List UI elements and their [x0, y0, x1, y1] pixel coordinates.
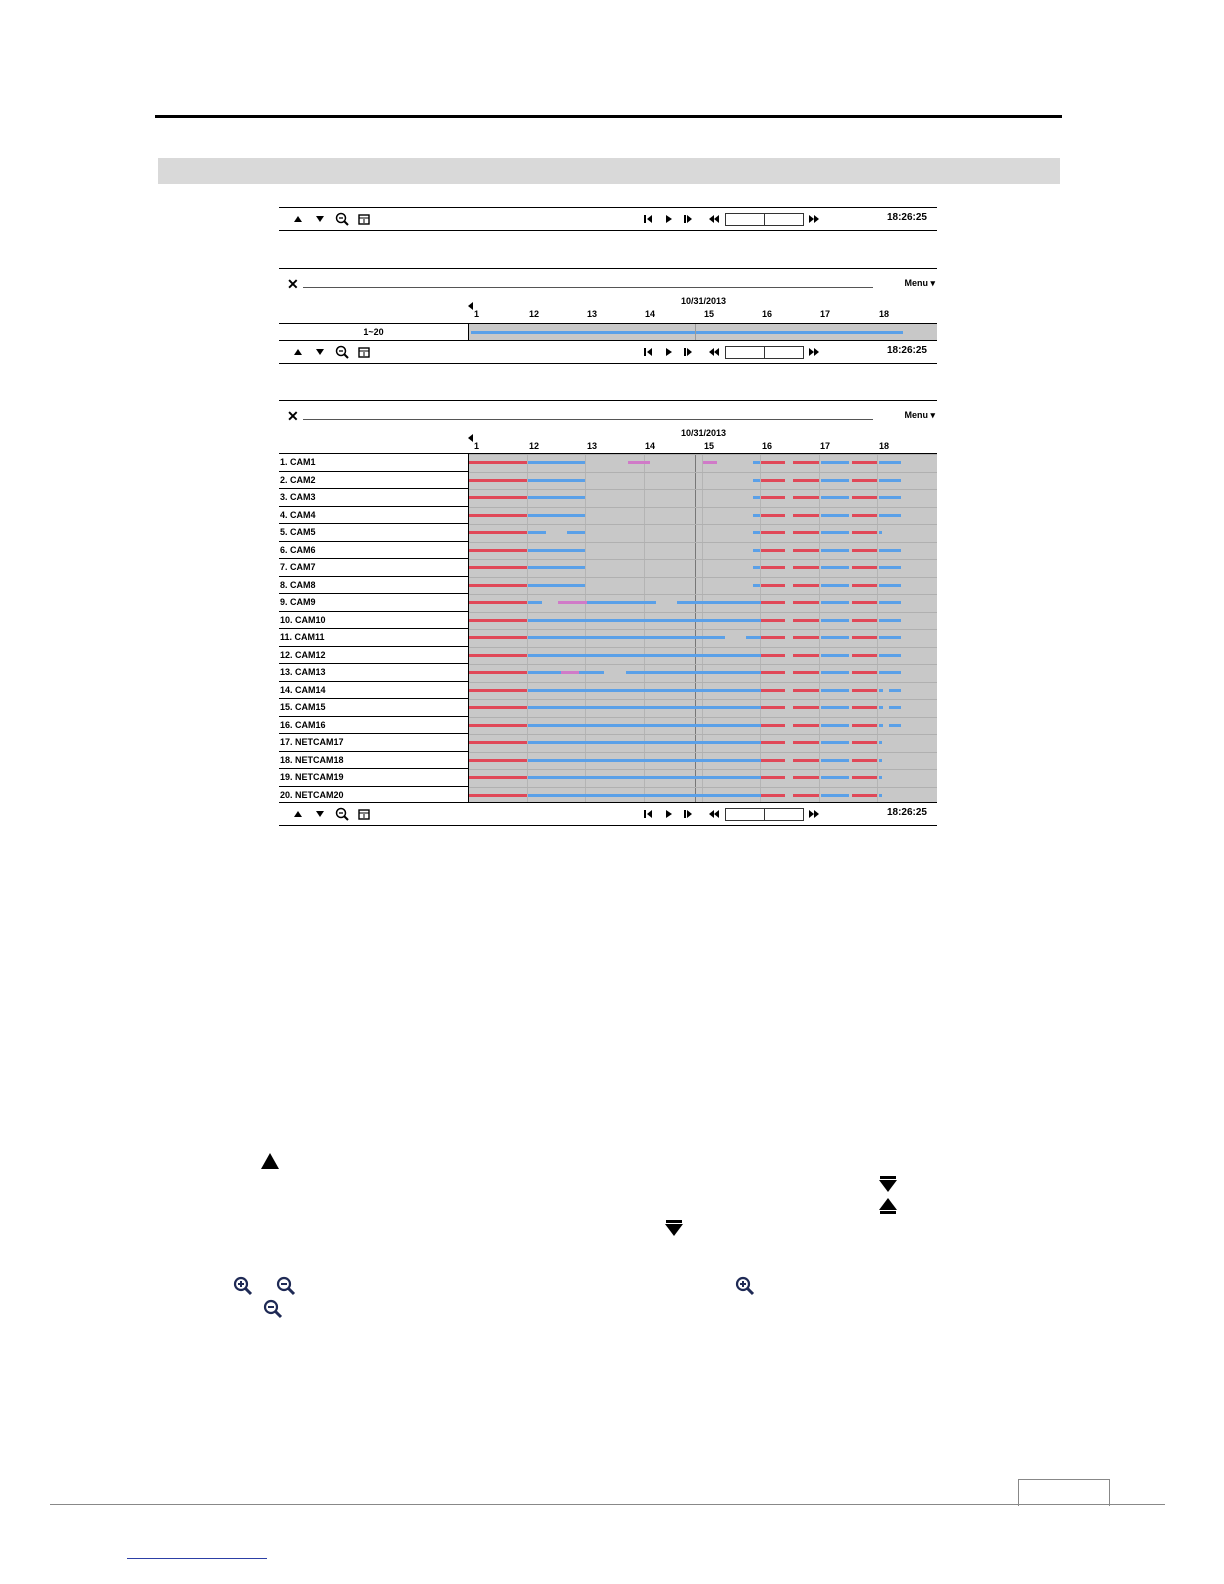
next-frame-icon[interactable] [681, 345, 695, 359]
recording-bar [879, 549, 901, 552]
row-divider [469, 699, 937, 700]
recording-bar [879, 479, 901, 482]
section-heading-band [158, 158, 1060, 184]
hour-tick-label: 14 [645, 309, 656, 319]
recording-bar [852, 741, 877, 744]
camera-label[interactable]: 1. CAM1 [279, 453, 469, 471]
recording-bar [761, 671, 785, 674]
recording-bar [821, 531, 849, 534]
down-triangle-icon [664, 1219, 684, 1237]
recording-bar [528, 479, 585, 482]
rewind-icon[interactable] [707, 212, 721, 226]
camera-label[interactable]: 12. CAM12 [279, 646, 469, 664]
recording-bar [793, 531, 819, 534]
recording-bar [852, 759, 877, 762]
recording-bar [469, 531, 527, 534]
recording-bar [469, 654, 527, 657]
recording-bar [821, 794, 849, 797]
recording-bar [528, 531, 546, 534]
fast-forward-icon[interactable] [807, 807, 821, 821]
recording-bar [469, 776, 527, 779]
recording-bar [879, 794, 882, 797]
recording-bar [469, 741, 527, 744]
date-label: 10/31/2013 [681, 428, 727, 438]
camera-label[interactable]: 6. CAM6 [279, 541, 469, 559]
row-divider [469, 524, 937, 525]
slider-thumb[interactable] [764, 213, 765, 226]
recording-bar [753, 496, 760, 499]
page-number-tab [1018, 1479, 1110, 1506]
recording-bar [821, 636, 849, 639]
recording-bar [852, 496, 877, 499]
row-divider [469, 647, 937, 648]
recording-bar [793, 479, 819, 482]
recording-bar [761, 619, 785, 622]
recording-bar [761, 461, 785, 464]
hour-tick-label: 13 [587, 309, 598, 319]
row-divider [469, 489, 937, 490]
recording-bar [528, 706, 761, 709]
recording-bar [753, 531, 760, 534]
recording-bar [821, 741, 849, 744]
recording-bar [852, 671, 877, 674]
recording-bar [793, 549, 819, 552]
hour-tick-label: 15 [704, 441, 715, 451]
recording-bar [528, 566, 585, 569]
date-label: 10/31/2013 [681, 296, 727, 306]
recording-bar [761, 636, 785, 639]
camera-label[interactable]: 10. CAM10 [279, 611, 469, 629]
recording-bar [879, 776, 882, 779]
camera-label[interactable]: 18. NETCAM18 [279, 751, 469, 769]
recording-bar [703, 461, 717, 464]
recording-bar [821, 619, 849, 622]
title-divider [303, 287, 873, 288]
row-divider [469, 734, 937, 735]
recording-bar [528, 654, 761, 657]
camera-label[interactable]: 19. NETCAM19 [279, 768, 469, 786]
hour-tick-label: 1 [474, 309, 480, 319]
group-timeline-track[interactable] [469, 323, 937, 341]
recording-bar [879, 706, 883, 709]
hour-tick-label: 12 [529, 441, 540, 451]
fast-forward-icon[interactable] [807, 212, 821, 226]
recording-bar [793, 636, 819, 639]
recording-bar [852, 724, 877, 727]
recording-bar [821, 601, 849, 604]
play-icon[interactable] [662, 807, 676, 821]
recording-bar [528, 514, 585, 517]
recording-bar [469, 636, 527, 639]
recording-bar [528, 619, 761, 622]
calendar-icon[interactable] [357, 345, 371, 359]
row-divider [469, 682, 937, 683]
down-arrow-icon[interactable] [313, 212, 327, 226]
recording-bar [761, 479, 785, 482]
row-divider [469, 454, 937, 455]
row-divider [469, 559, 937, 560]
camera-label[interactable]: 3. CAM3 [279, 488, 469, 506]
recording-bar [561, 671, 579, 674]
row-divider [469, 629, 937, 630]
recording-bar [469, 724, 527, 727]
clock-readout: 18:26:25 [886, 212, 927, 223]
recording-bar [793, 776, 819, 779]
recording-bar [852, 531, 877, 534]
recording-bar [852, 706, 877, 709]
timeline-toolbar-panel-1 [279, 207, 937, 231]
recording-bar [626, 671, 761, 674]
play-icon[interactable] [662, 212, 676, 226]
hour-tick-label: 17 [820, 441, 831, 451]
footer-rule [50, 1504, 1165, 1505]
recording-bar [761, 531, 785, 534]
recording-bar [528, 601, 542, 604]
recording-bar [793, 496, 819, 499]
calendar-icon[interactable] [357, 807, 371, 821]
row-divider [469, 542, 937, 543]
recording-bar [761, 706, 785, 709]
down-triangle-icon [878, 1175, 898, 1193]
camera-label[interactable]: 13. CAM13 [279, 663, 469, 681]
recording-bar [469, 549, 527, 552]
row-divider [469, 472, 937, 473]
recording-bar [821, 671, 849, 674]
hour-tick-label: 1 [474, 441, 480, 451]
recording-bar [469, 566, 527, 569]
playback-speed-slider[interactable] [725, 808, 804, 821]
hour-tick-label: 18 [879, 441, 890, 451]
hour-tick-label: 15 [704, 309, 715, 319]
recording-bar [852, 549, 877, 552]
recording-bar [469, 794, 527, 797]
recording-bar [793, 759, 819, 762]
play-icon[interactable] [662, 345, 676, 359]
row-divider [469, 787, 937, 788]
recording-bar [471, 331, 903, 334]
recording-bar [761, 654, 785, 657]
recording-bar [753, 549, 760, 552]
recording-bar [821, 479, 849, 482]
camera-label[interactable]: 2. CAM2 [279, 471, 469, 489]
recording-bar [852, 689, 877, 692]
recording-bar [628, 461, 650, 464]
recording-bar [821, 706, 849, 709]
recording-bar [753, 461, 760, 464]
hour-tick-label: 16 [762, 441, 773, 451]
slider-thumb[interactable] [764, 346, 765, 359]
recording-bar [469, 759, 527, 762]
recording-bar [793, 654, 819, 657]
zoom-in-icon [233, 1276, 253, 1296]
recording-bar [852, 776, 877, 779]
zoom-out-icon[interactable] [335, 212, 349, 226]
recording-bar [793, 514, 819, 517]
recording-bar [879, 759, 882, 762]
recording-bar [852, 479, 877, 482]
recording-bar [469, 514, 527, 517]
row-divider [469, 612, 937, 613]
next-frame-icon[interactable] [681, 807, 695, 821]
header-rule [155, 115, 1062, 118]
row-divider [469, 769, 937, 770]
recording-bar [761, 601, 785, 604]
group-label: 1~20 [279, 323, 469, 340]
recording-bar [821, 724, 849, 727]
recording-bar [879, 531, 882, 534]
row-divider [469, 577, 937, 578]
camera-label[interactable]: 20. NETCAM20 [279, 786, 469, 804]
timeline-panel-grouped [279, 268, 937, 363]
hour-tick-label: 18 [879, 309, 890, 319]
recording-bar [761, 496, 785, 499]
recording-bar [879, 741, 882, 744]
timeline-header [279, 400, 937, 454]
camera-label[interactable]: 5. CAM5 [279, 523, 469, 541]
hour-tick-label: 17 [820, 309, 831, 319]
prev-frame-icon[interactable] [641, 807, 655, 821]
title-divider [303, 419, 873, 420]
recording-bar [879, 461, 901, 464]
recording-bar [879, 566, 901, 569]
recording-bar [469, 671, 527, 674]
zoom-out-icon[interactable] [335, 345, 349, 359]
row-divider [469, 507, 937, 508]
hour-tick-label: 16 [762, 309, 773, 319]
recording-bar [469, 584, 527, 587]
camera-label[interactable]: 7. CAM7 [279, 558, 469, 576]
recording-bar [528, 776, 761, 779]
recording-bar [469, 689, 527, 692]
rewind-icon[interactable] [707, 807, 721, 821]
recording-bar [469, 706, 527, 709]
fast-forward-icon[interactable] [807, 345, 821, 359]
close-icon[interactable]: ✕ [287, 408, 299, 424]
row-divider [469, 664, 937, 665]
recording-bar [761, 549, 785, 552]
recording-bar [852, 601, 877, 604]
recording-bar [528, 689, 761, 692]
camera-timeline-grid[interactable] [469, 453, 937, 804]
row-divider [469, 594, 937, 595]
recording-bar [761, 584, 785, 587]
footer-link-underline[interactable] [127, 1558, 267, 1559]
hour-tick-label: 12 [529, 309, 540, 319]
recording-bar [879, 584, 901, 587]
recording-bar [889, 689, 901, 692]
recording-bar [821, 496, 849, 499]
timeline-header [279, 268, 937, 324]
recording-bar [793, 724, 819, 727]
camera-label[interactable]: 4. CAM4 [279, 506, 469, 524]
camera-label[interactable]: 17. NETCAM17 [279, 733, 469, 751]
rewind-icon[interactable] [707, 345, 721, 359]
recording-bar [852, 794, 877, 797]
slider-thumb[interactable] [764, 808, 765, 821]
toolbar [279, 802, 937, 826]
recording-bar [469, 601, 527, 604]
recording-bar [852, 566, 877, 569]
cursor-line [695, 324, 696, 341]
recording-bar [793, 689, 819, 692]
camera-label[interactable]: 16. CAM16 [279, 716, 469, 734]
recording-bar [793, 706, 819, 709]
recording-bar [852, 619, 877, 622]
recording-bar [821, 776, 849, 779]
recording-bar [879, 654, 901, 657]
recording-bar [761, 724, 785, 727]
recording-bar [793, 741, 819, 744]
recording-bar [793, 584, 819, 587]
recording-bar [852, 654, 877, 657]
recording-bar [889, 706, 901, 709]
recording-bar [793, 566, 819, 569]
recording-bar [821, 566, 849, 569]
zoom-out-icon[interactable] [335, 807, 349, 821]
recording-bar [746, 636, 761, 639]
zoom-in-icon [735, 1276, 755, 1296]
zoom-out-icon [263, 1299, 283, 1319]
hour-tick-label: 14 [645, 441, 656, 451]
up-arrow-icon[interactable] [291, 212, 305, 226]
recording-bar [879, 636, 901, 639]
recording-bar [528, 724, 761, 727]
menu-button[interactable]: Menu ▾ [904, 410, 935, 420]
clock-readout: 18:26:25 [886, 345, 927, 356]
recording-bar [879, 619, 901, 622]
calendar-icon[interactable] [357, 212, 371, 226]
recording-bar [821, 759, 849, 762]
recording-bar [528, 496, 585, 499]
recording-bar [558, 601, 587, 604]
recording-bar [879, 496, 901, 499]
close-icon[interactable]: ✕ [287, 276, 299, 292]
recording-bar [469, 496, 527, 499]
up-triangle-icon [260, 1152, 280, 1170]
recording-bar [852, 514, 877, 517]
recording-bar [761, 514, 785, 517]
recording-bar [821, 654, 849, 657]
recording-bar [753, 566, 760, 569]
recording-bar [528, 584, 585, 587]
recording-bar [852, 584, 877, 587]
row-divider [469, 717, 937, 718]
camera-label[interactable]: 15. CAM15 [279, 698, 469, 716]
recording-bar [821, 584, 849, 587]
down-arrow-icon[interactable] [313, 807, 327, 821]
hour-tick-label: 13 [587, 441, 598, 451]
recording-bar [879, 601, 901, 604]
recording-bar [528, 671, 561, 674]
recording-bar [793, 601, 819, 604]
toolbar [279, 207, 937, 231]
playback-speed-slider[interactable] [725, 213, 804, 226]
recording-bar [528, 636, 725, 639]
prev-frame-icon[interactable] [641, 212, 655, 226]
recording-bar [761, 776, 785, 779]
recording-bar [793, 619, 819, 622]
recording-bar [528, 794, 761, 797]
recording-bar [852, 636, 877, 639]
recording-bar [821, 549, 849, 552]
recording-bar [821, 514, 849, 517]
recording-bar [528, 759, 761, 762]
down-arrow-icon[interactable] [313, 345, 327, 359]
recording-bar [793, 794, 819, 797]
up-triangle-icon [878, 1197, 898, 1215]
recording-bar [761, 689, 785, 692]
recording-bar [753, 584, 760, 587]
recording-bar [469, 619, 527, 622]
recording-bar [852, 461, 877, 464]
recording-bar [677, 601, 761, 604]
recording-bar [879, 514, 901, 517]
recording-bar [821, 461, 849, 464]
recording-bar [879, 689, 883, 692]
recording-bar [469, 479, 527, 482]
next-frame-icon[interactable] [681, 212, 695, 226]
playback-speed-slider[interactable] [725, 346, 804, 359]
recording-bar [761, 741, 785, 744]
camera-label[interactable]: 14. CAM14 [279, 681, 469, 699]
clock-readout: 18:26:25 [886, 807, 927, 818]
recording-bar [469, 461, 527, 464]
prev-frame-icon[interactable] [641, 345, 655, 359]
camera-label[interactable]: 11. CAM11 [279, 628, 469, 646]
recording-bar [761, 794, 785, 797]
camera-label[interactable]: 9. CAM9 [279, 593, 469, 611]
zoom-out-icon [276, 1276, 296, 1296]
row-divider [469, 752, 937, 753]
up-arrow-icon[interactable] [291, 345, 305, 359]
recording-bar [793, 461, 819, 464]
recording-bar [753, 514, 760, 517]
recording-bar [528, 549, 585, 552]
recording-bar [567, 531, 585, 534]
timeline-panel-cameras [279, 400, 937, 825]
camera-label[interactable]: 8. CAM8 [279, 576, 469, 594]
recording-bar [821, 689, 849, 692]
recording-bar [579, 671, 604, 674]
recording-bar [587, 601, 656, 604]
up-arrow-icon[interactable] [291, 807, 305, 821]
menu-button[interactable]: Menu ▾ [904, 278, 935, 288]
recording-bar [879, 724, 883, 727]
recording-bar [761, 759, 785, 762]
toolbar [279, 340, 937, 364]
recording-bar [879, 671, 901, 674]
recording-bar [889, 724, 901, 727]
recording-bar [528, 741, 761, 744]
recording-bar [753, 479, 760, 482]
recording-bar [761, 566, 785, 569]
recording-bar [793, 671, 819, 674]
recording-bar [528, 461, 585, 464]
